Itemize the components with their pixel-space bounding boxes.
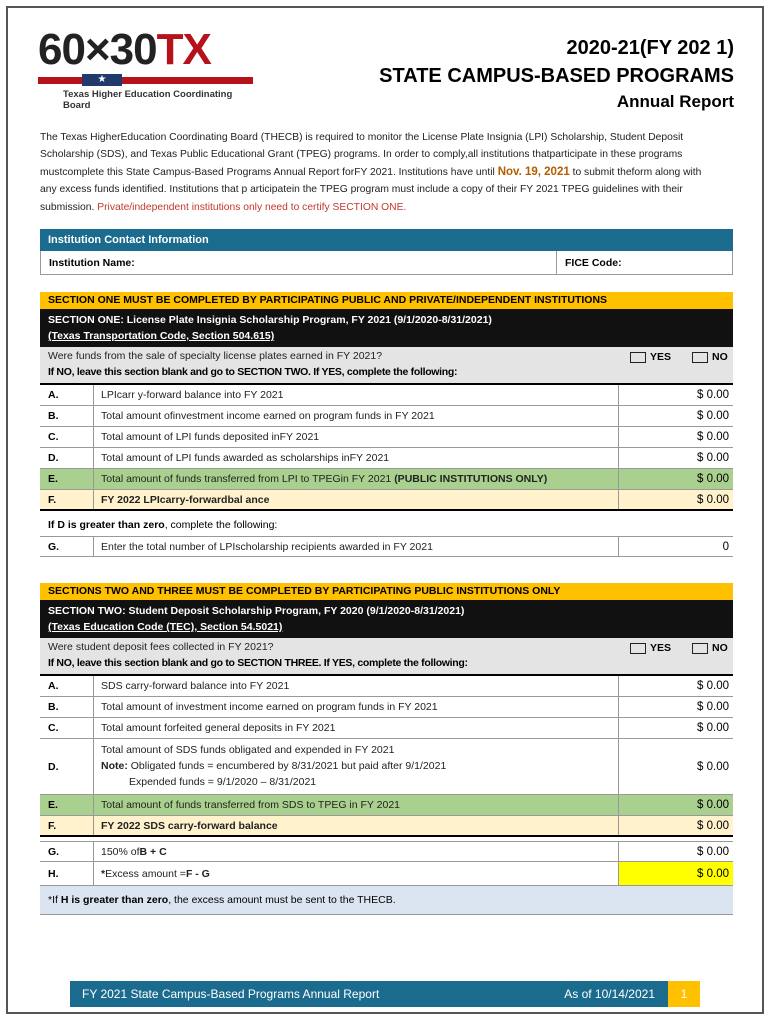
amount-field[interactable]: $ 0.00 xyxy=(618,427,733,447)
amount-field[interactable]: $ 0.00 xyxy=(618,739,733,794)
page-footer xyxy=(70,981,700,1007)
table-row: G. Enter the total number of LPIscholarship recipients awarded in FY 2021 0 xyxy=(40,536,733,557)
logo-wordmark: 60×30TX xyxy=(38,25,211,74)
section-two-citation: (Texas Education Code (TEC), Section 54.5021) xyxy=(48,621,283,633)
section-one-no-checkbox[interactable]: NO xyxy=(692,351,728,363)
section-one-title: SECTION ONE: License Plate Insignia Scholarship Program, FY 2021 (9/1/2020-8/31/2021) xyxy=(48,314,492,326)
section-two-yes-checkbox[interactable]: YES xyxy=(630,642,671,654)
table-row: C. Total amount forfeited general deposits in FY 2021 $ 0.00 xyxy=(40,718,733,739)
table-row: B. Total amount ofinvestment income earned on program funds in FY 2021 $ 0.00 xyxy=(40,406,733,427)
section-two-banner: SECTIONS TWO AND THREE MUST BE COMPLETED BY PARTICIPATING PUBLIC INSTITUTIONS ONLY xyxy=(40,583,733,600)
excess-amount-field[interactable]: $ 0.00 xyxy=(618,862,733,885)
amount-field[interactable]: $ 0.00 xyxy=(618,842,733,861)
amount-field[interactable]: $ 0.00 xyxy=(618,406,733,426)
amount-field[interactable]: $ 0.00 xyxy=(618,795,733,815)
table-row: C. Total amount of LPI funds deposited inFY 2021 $ 0.00 xyxy=(40,427,733,448)
amount-field[interactable]: $ 0.00 xyxy=(618,816,733,835)
condition-text: If D is greater than zero, complete the following: xyxy=(48,519,278,531)
table-row: H. * Excess amount = F - G $ 0.00 xyxy=(40,862,733,886)
section-one-citation: (Texas Transportation Code, Section 504.615) xyxy=(48,330,275,342)
institution-name-field[interactable] xyxy=(97,253,555,273)
table-row: E. Total amount of funds transferred from LPI to TPEGin FY 2021 (PUBLIC INSTITUTIONS ONLY) $ 0.00 xyxy=(40,469,733,490)
thecb-logo xyxy=(38,25,253,111)
section-one-banner: SECTION ONE MUST BE COMPLETED BY PARTICIPATING PUBLIC AND PRIVATE/INDEPENDENT INSTITUTIONS xyxy=(40,292,733,309)
footer-date: As of 10/14/2021 xyxy=(564,987,655,1001)
amount-field[interactable]: $ 0.00 xyxy=(618,676,733,696)
report-title: 2020-21(FY 202 1) STATE CAMPUS-BASED PROGRAMS Annual Report xyxy=(379,37,734,111)
logo-subtitle: Texas Higher Education Coordinating Board xyxy=(63,89,233,111)
excess-footnote: *If H is greater than zero, the excess amount must be sent to the THECB. xyxy=(40,886,733,915)
fice-code-field[interactable] xyxy=(631,253,728,273)
table-row: G. 150% of B + C $ 0.00 xyxy=(40,841,733,862)
institution-name-label: Institution Name: xyxy=(49,257,135,269)
table-row: D. Total amount of SDS funds obligated and expended in FY 2021 Note: Obligated funds = encumbered by 8/31/2021 but paid after 9/1/2021 Expended funds = 9/1/2020 – 8/31/2021 $ 0.00 xyxy=(40,739,733,795)
table-row: D. Total amount of LPI funds awarded as scholarships inFY 2021 $ 0.00 xyxy=(40,448,733,469)
recipients-count-field[interactable]: 0 xyxy=(618,537,733,556)
amount-field[interactable]: $ 0.00 xyxy=(618,718,733,738)
star-icon: ★ xyxy=(82,74,122,86)
table-row: F. FY 2022 SDS carry-forward balance $ 0.00 xyxy=(40,816,733,837)
section-two-question: Were student deposit fees collected in FY 2021? xyxy=(48,641,274,653)
fice-code-label: FICE Code: xyxy=(556,251,622,274)
table-row: B. Total amount of investment income earned on program funds in FY 2021 $ 0.00 xyxy=(40,697,733,718)
table-row: E. Total amount of funds transferred from SDS to TPEG in FY 2021 $ 0.00 xyxy=(40,795,733,816)
section-two xyxy=(40,583,733,915)
table-row: A. LPIcarr y-forward balance into FY 2021 $ 0.00 xyxy=(40,385,733,406)
section-two-title: SECTION TWO: Student Deposit Scholarship Program, FY 2020 (9/1/2020-8/31/2021) xyxy=(48,605,465,617)
section-one-question: Were funds from the sale of specialty license plates earned in FY 2021? xyxy=(48,350,383,362)
table-row: F. FY 2022 LPIcarry-forwardbal ance $ 0.00 xyxy=(40,490,733,511)
amount-field[interactable]: $ 0.00 xyxy=(618,490,733,509)
section-two-instruction: If NO, leave this section blank and go to SECTION THREE. If YES, complete the following: xyxy=(48,657,468,669)
section-two-no-checkbox[interactable]: NO xyxy=(692,642,728,654)
amount-field[interactable]: $ 0.00 xyxy=(618,385,733,405)
page-number: 1 xyxy=(668,981,700,1007)
amount-field[interactable]: $ 0.00 xyxy=(618,448,733,468)
contact-header: Institution Contact Information xyxy=(40,229,733,251)
intro-paragraph: The Texas HigherEducation Coordinating Board (THECB) is required to monitor the License Plate Insignia (LPI) Scholarship, Student Deposit Scholarship (SDS), and Texas Public Educational Grant (TPEG) programs. In order to comply,all institutions thatparticipate in these programs mustcomplete this State Campus-Based Programs Annual Report forFY 2021. Institutions have until Nov. 19, 2021 to submit theform along with any excess funds identified. Institutions that p articipatein the TPEG program must include a copy of their FY 2021 TPEG guidelines with their submission. Private/independent institutions only need to certify SECTION ONE. xyxy=(40,132,702,213)
deadline-date: Nov. 19, 2021 xyxy=(497,165,570,178)
private-note: Private/independent institutions only need to certify SECTION ONE. xyxy=(97,201,407,213)
section-one-instruction: If NO, leave this section blank and go to SECTION TWO. If YES, complete the following: xyxy=(48,366,458,378)
amount-field[interactable]: $ 0.00 xyxy=(618,697,733,717)
contact-section xyxy=(40,229,733,275)
footer-title: FY 2021 State Campus-Based Programs Annual Report xyxy=(82,987,380,1001)
table-row: A. SDS carry-forward balance into FY 2021 $ 0.00 xyxy=(40,676,733,697)
section-one-yes-checkbox[interactable]: YES xyxy=(630,351,671,363)
amount-field[interactable]: $ 0.00 xyxy=(618,469,733,489)
section-one xyxy=(40,292,733,557)
form-page xyxy=(6,6,764,1014)
